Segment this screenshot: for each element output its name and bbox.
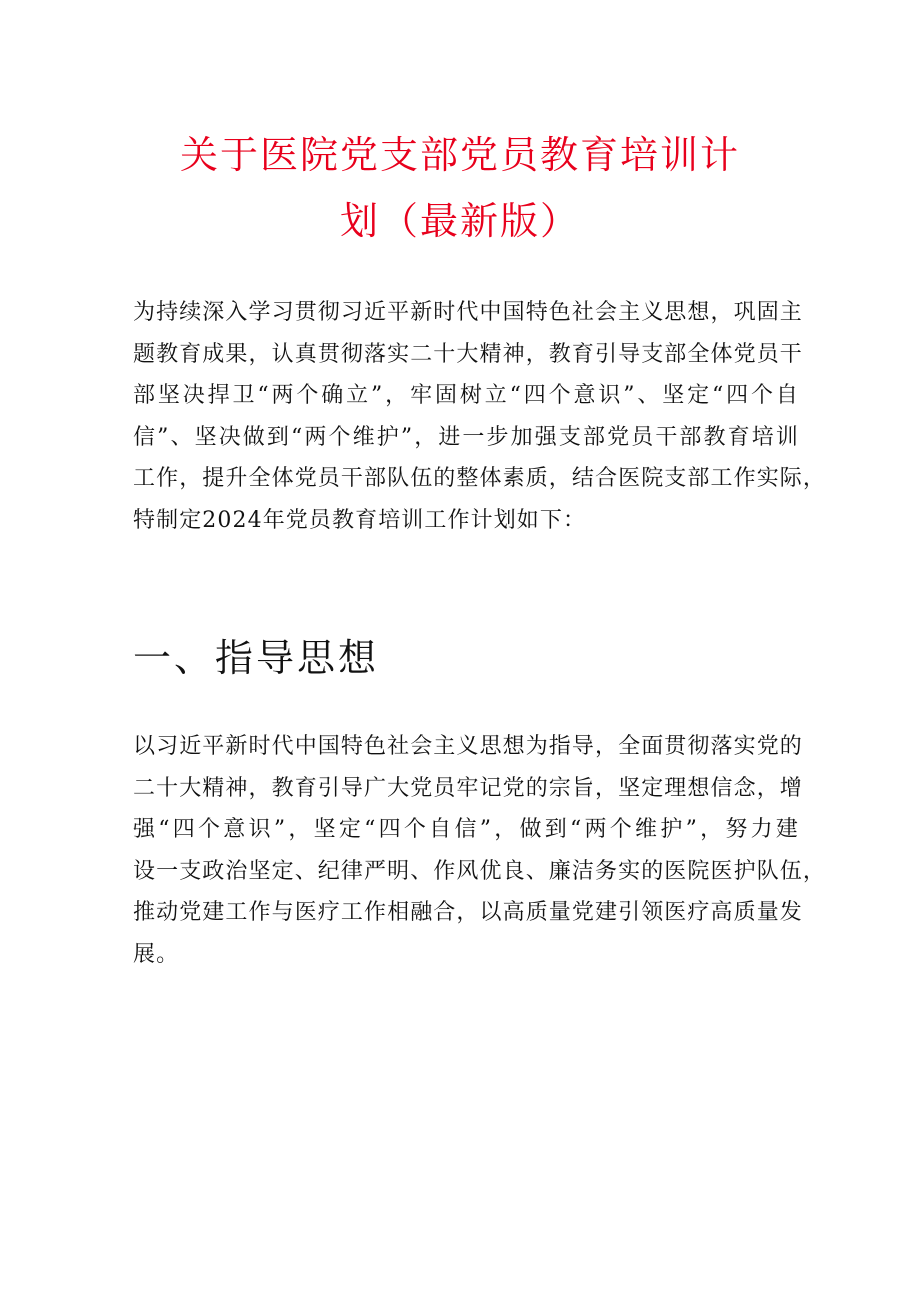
intro-line: 工作，提升全体党员干部队伍的整体素质，结合医院支部工作实际， (133, 466, 827, 491)
section-1-line: 强“四个意识”，坚定“四个自信”，做到“两个维护”，努力建 (133, 817, 799, 842)
intro-line: 为持续深入学习贯彻习近平新时代中国特色社会主义思想，巩固主 (133, 300, 803, 325)
intro-line: 部坚决捍卫“两个确立”，牢固树立“四个意识”、坚定“四个自 (133, 383, 799, 408)
section-1-line: 设一支政治坚定、纪律严明、作风优良、廉洁务实的医院医护队伍， (133, 858, 827, 884)
section-1-line: 以习近平新时代中国特色社会主义思想为指导，全面贯彻落实党的 (133, 734, 803, 759)
intro-line: 特制定2024年党员教育培训工作计划如下： (133, 507, 587, 533)
document-title-line-2: 划（最新版） (339, 199, 580, 243)
section-1-line: 二十大精神，教育引导广大党员牢记党的宗旨，坚定理想信念，增 (133, 775, 803, 801)
section-1-line: 展。 (133, 941, 180, 967)
document-title-line-1: 关于医院党支部党员教育培训计 (179, 133, 740, 177)
section-1-paragraph (133, 726, 827, 975)
intro-line: 信”、坚决做到“两个维护”，进一步加强支部党员干部教育培训 (133, 424, 799, 450)
section-1-line: 推动党建工作与医疗工作相融合，以高质量党建引领医疗高质量发 (133, 900, 803, 925)
intro-paragraph (133, 292, 827, 541)
section-heading-guiding-ideology: 一、指导思想 (133, 636, 380, 680)
intro-line: 题教育成果，认真贯彻落实二十大精神，教育引导支部全体党员干 (133, 341, 803, 367)
